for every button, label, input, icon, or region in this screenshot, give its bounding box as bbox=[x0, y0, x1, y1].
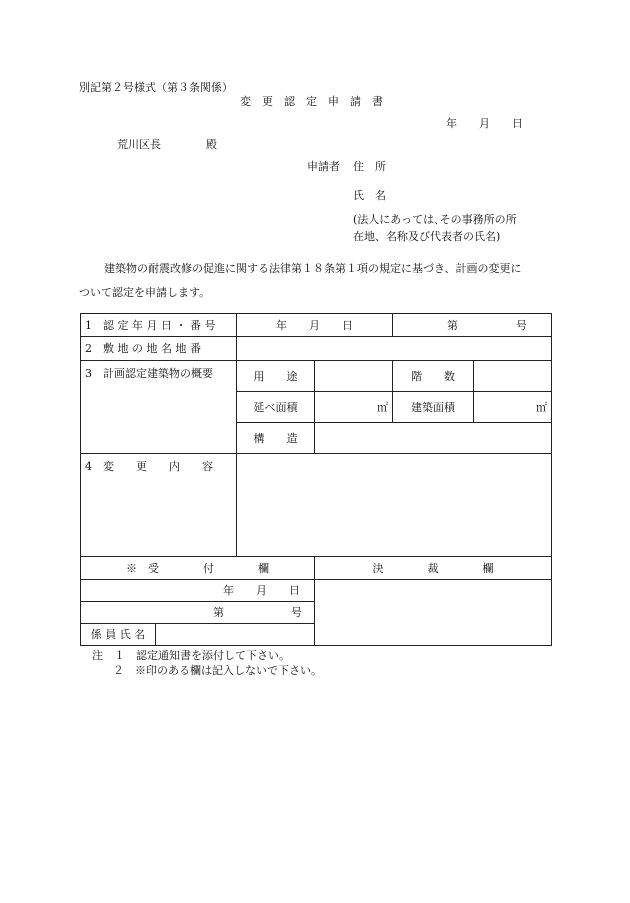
sqm-unit: ㎡ bbox=[377, 400, 389, 414]
body-paragraph-line-1: 建築物の耐震改修の促進に関する法律第１８条第１項の規定に基づき、計画の変更に bbox=[104, 262, 522, 275]
staff-name-field bbox=[156, 624, 315, 646]
approval-number-prefix: 第 bbox=[447, 318, 459, 332]
decision-field bbox=[315, 580, 552, 646]
table-row bbox=[81, 361, 552, 392]
body-paragraph-line-2: ついて認定を申請します。 bbox=[79, 286, 211, 299]
approval-number-field bbox=[393, 314, 552, 337]
corporation-note-line-1: (法人にあっては､その事務所の所 bbox=[353, 213, 517, 226]
row-label-approval-date-number: 1 認 定 年 月 日 ・ 番 号 bbox=[81, 314, 237, 337]
change-details-field bbox=[237, 454, 552, 557]
decision-header: 決 裁 欄 bbox=[315, 557, 552, 580]
site-address-field bbox=[237, 337, 552, 361]
structure-label: 構 造 bbox=[237, 423, 315, 454]
reception-number bbox=[81, 602, 315, 624]
floors-label: 階 数 bbox=[393, 361, 474, 392]
reception-date-text: 年 月 日 bbox=[223, 584, 301, 597]
total-area-field bbox=[315, 392, 393, 423]
document-title: 変 更 認 定 申 請 書 bbox=[240, 95, 383, 108]
reception-date bbox=[81, 580, 315, 602]
total-area-label: 延べ面積 bbox=[237, 392, 315, 423]
form-id: 別記第２号様式（第３条関係） bbox=[79, 81, 233, 94]
row-label-site-address: 2 敷 地 の 地 名 地 番 bbox=[81, 337, 237, 361]
application-table bbox=[80, 313, 552, 646]
addressee-honorific: 殿 bbox=[206, 138, 217, 151]
approval-number-suffix: 号 bbox=[516, 318, 528, 332]
sqm-unit: ㎡ bbox=[536, 400, 548, 414]
date-line: 年 月 日 bbox=[446, 117, 523, 130]
note-1: 注 １ 認定通知書を添付して下さい。 bbox=[92, 649, 290, 662]
floors-field bbox=[474, 361, 552, 392]
staff-name-label: 係 員 氏 名 bbox=[81, 624, 156, 646]
approval-date-field: 年 月 日 bbox=[237, 314, 393, 337]
addressee: 荒川区長 bbox=[117, 138, 161, 151]
building-area-label: 建築面積 bbox=[393, 392, 474, 423]
note-2: ２ ※印のある欄は記入しないで下さい。 bbox=[113, 664, 322, 677]
reception-number-suffix: 号 bbox=[291, 606, 303, 619]
structure-field bbox=[315, 423, 552, 454]
row-label-change-details: 4 変 更 内 容 bbox=[81, 454, 237, 557]
reception-header: ※ 受 付 欄 bbox=[81, 557, 315, 580]
building-area-field bbox=[474, 392, 552, 423]
corporation-note-line-2: 在地、名称及び代表者の氏名) bbox=[353, 230, 501, 243]
use-label: 用 途 bbox=[237, 361, 315, 392]
address-label: 住 所 bbox=[353, 160, 386, 173]
applicant-label: 申請者 bbox=[307, 160, 340, 173]
name-label: 氏 名 bbox=[353, 189, 386, 202]
table-row bbox=[81, 454, 552, 557]
row-label-building-overview: 3 計画認定建築物の概要 bbox=[81, 361, 237, 454]
table-row bbox=[81, 580, 552, 602]
reception-number-prefix: 第 bbox=[213, 606, 224, 619]
use-field bbox=[315, 361, 393, 392]
table-row bbox=[81, 337, 552, 361]
table-row bbox=[81, 557, 552, 580]
table-row bbox=[81, 314, 552, 337]
